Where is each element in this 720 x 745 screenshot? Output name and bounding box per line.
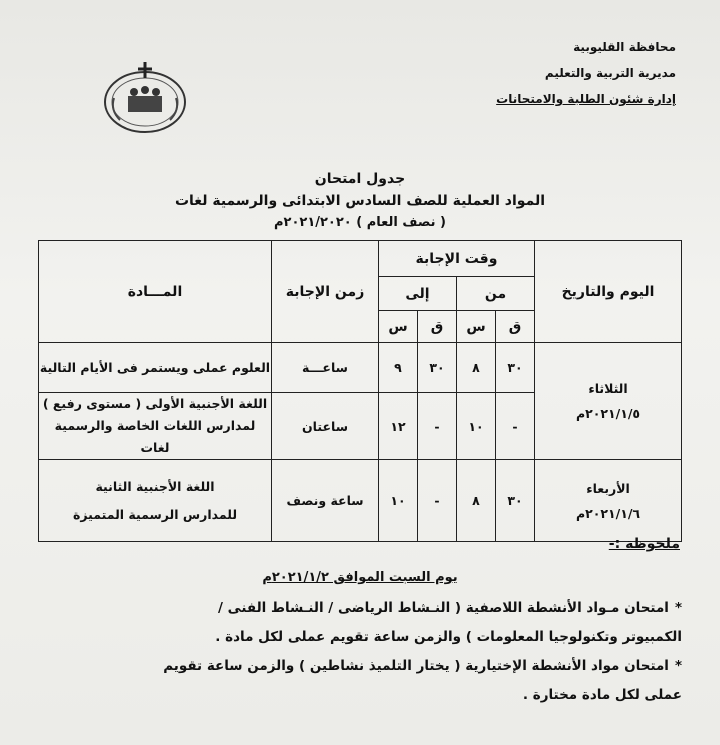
subject-line-2: لمدارس اللغات الخاصة والرسمية لغات [54,418,256,455]
bullet-marker: * [674,658,682,674]
notes-date-line: يوم السبت الموافق ٢٠٢١/١/٢م [262,570,458,585]
from-minutes-cell: ٣٠ [496,460,535,542]
duration-header: زمن الإجابة [272,241,379,343]
note-text: امتحان مـواد الأنشطة اللاصفية ( النـشاط الرياضى / النـشاط الفنى / [218,600,669,616]
ministry-seal-icon [100,58,190,138]
directorate-header [496,34,676,112]
note-text: امتحان مواد الأنشطة الإختيارية ( يختار التلميذ نشاطين ) والزمن ساعة تقويم [163,658,669,674]
day-date: ٢٠٢١/١/٦م [575,505,641,521]
to-minutes-cell: - [418,393,457,460]
directorate-line: مديرية التربية والتعليم [544,66,676,80]
to-minutes-cell: ٣٠ [418,343,457,393]
exam-schedule-table [38,240,682,542]
from-minutes-cell: - [496,393,535,460]
from-minutes-cell: ٣٠ [496,343,535,393]
list-item [42,652,682,681]
subject-cell [39,343,272,393]
table-row [39,460,682,542]
note-text-continued: الكمبيوتر وتكنولوجيا المعلومات ) والزمن ساعة تقويم عملى لكل مادة . [215,629,682,645]
subject-line: اللغة الأجنبية الأولى ( مستوى رفيع ) [42,396,268,411]
schedule-subtitle: المواد العملية للصف السادس الابتدائى والرسمية لغات [174,193,546,209]
to-minutes-cell: - [418,460,457,542]
notes-title: ملحوظة :- [608,536,680,552]
duration-cell: ساعتان [272,393,379,460]
schedule-titles [0,168,720,234]
note-text-continued: عملى لكل مادة مختارة . [522,687,682,703]
day-cell [535,460,682,542]
subject-cell [39,393,272,460]
from-hours-header: س [457,311,496,343]
from-header: من [457,277,535,311]
from-hours-cell: ٨ [457,343,496,393]
subject-cell [39,460,272,542]
day-name: الأربعاء [586,480,630,496]
from-hours-cell: ٨ [457,460,496,542]
from-hours-cell: ١٠ [457,393,496,460]
to-hours-cell: ١٢ [379,393,418,460]
to-hours-header: س [379,311,418,343]
duration-cell: ساعـــة [272,343,379,393]
day-name: الثلاثاء [588,381,628,396]
bullet-marker: * [674,600,682,616]
governorate-line: محافظة القليوبية [573,40,676,54]
notes-list [42,594,682,710]
schedule-term: ( نصف العام ) ٢٠٢١/٢٠٢٠م [273,215,446,230]
subject-header: المـــادة [39,241,272,343]
to-hours-cell: ٩ [379,343,418,393]
day-cell [535,343,682,460]
day-date: ٢٠٢١/١/٥م [575,406,641,421]
to-header: إلى [379,277,457,311]
table-row [39,343,682,393]
duration-cell: ساعة ونصف [272,460,379,542]
list-item [42,594,682,623]
answer-time-header: وقت الإجابة [379,241,535,277]
department-line: إدارة شئون الطلبة والامتحانات [496,92,676,106]
subject-line: العلوم عملى ويستمر فى الأيام التالية [39,359,271,375]
subject-line: اللغة الأجنبية الثانية [95,478,215,494]
to-minutes-header: ق [418,311,457,343]
subject-line-2: للمدارس الرسمية المتميزة [72,506,238,522]
to-hours-cell: ١٠ [379,460,418,542]
day-date-header: اليوم والتاريخ [535,241,682,343]
schedule-title: جدول امتحان [314,171,406,187]
from-minutes-header: ق [496,311,535,343]
